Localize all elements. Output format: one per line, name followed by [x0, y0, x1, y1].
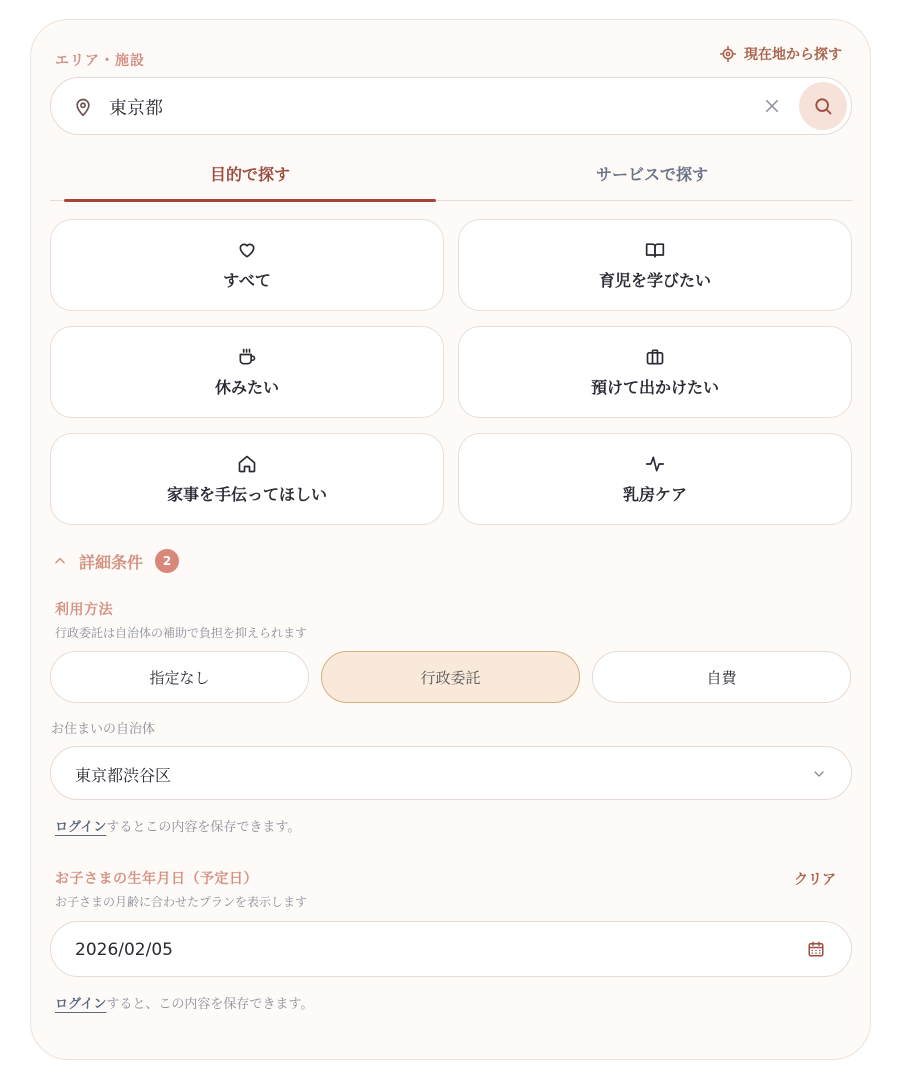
- heart-icon: [237, 240, 257, 260]
- search-button[interactable]: [799, 82, 847, 130]
- purpose-card-all[interactable]: [50, 219, 444, 311]
- home-icon: [237, 454, 257, 474]
- area-search-input[interactable]: [109, 90, 729, 124]
- birth-date-title: お子さまの生年月日（予定日）: [55, 871, 258, 887]
- birth-date-input[interactable]: [75, 933, 755, 967]
- current-location-label: 現在地から探す: [744, 47, 842, 63]
- birth-date-hint: お子さまの月齢に合わせたプランを表示します: [55, 895, 308, 909]
- purpose-card-learn[interactable]: [458, 219, 852, 311]
- close-icon[interactable]: [763, 97, 781, 115]
- coffee-cup-icon: [237, 347, 257, 367]
- book-icon: [645, 240, 665, 260]
- municipality-login-note: [55, 816, 300, 835]
- municipality-select[interactable]: [50, 746, 852, 800]
- search-mode-tabs: [50, 157, 852, 201]
- calendar-icon[interactable]: [807, 940, 825, 958]
- search-panel: [30, 19, 871, 1060]
- purpose-label: 預けて出かけたい: [590, 377, 719, 397]
- birth-login-note: [55, 993, 313, 1012]
- area-label: エリア・施設: [55, 53, 145, 69]
- map-pin-icon: [73, 96, 93, 118]
- locate-icon: [720, 46, 736, 62]
- detail-conditions-label: 詳細条件: [79, 552, 144, 572]
- usage-option-self-pay[interactable]: 自費: [592, 651, 851, 703]
- search-icon: [813, 96, 833, 116]
- tab-purpose[interactable]: 目的で探す: [64, 157, 436, 200]
- chevron-down-icon: [811, 766, 827, 782]
- usage-option-municipal[interactable]: 行政委託: [321, 651, 580, 703]
- usage-option-none[interactable]: 指定なし: [50, 651, 309, 703]
- purpose-label: 家事を手伝ってほしい: [166, 484, 327, 504]
- detail-conditions-toggle[interactable]: [53, 549, 179, 573]
- login-link[interactable]: ログイン: [55, 820, 107, 835]
- login-note-text: するとこの内容を保存できます。: [106, 820, 301, 835]
- clear-button[interactable]: クリア: [794, 872, 836, 888]
- municipality-value: 東京都渋谷区: [75, 766, 172, 785]
- purpose-label: すべて: [223, 270, 271, 290]
- purpose-card-breast-care[interactable]: [458, 433, 852, 525]
- usage-method-title: 利用方法: [55, 602, 113, 618]
- purpose-card-rest[interactable]: [50, 326, 444, 418]
- tab-service[interactable]: サービスで探す: [595, 165, 708, 184]
- purpose-label: 育児を学びたい: [598, 270, 711, 290]
- purpose-label: 乳房ケア: [622, 484, 687, 504]
- usage-method-hint: 行政委託は自治体の補助で負担を抑えられます: [55, 626, 308, 640]
- briefcase-icon: [645, 347, 665, 367]
- purpose-label: 休みたい: [214, 377, 279, 397]
- login-note-text: すると、この内容を保存できます。: [106, 997, 314, 1012]
- purpose-card-go-out[interactable]: [458, 326, 852, 418]
- chevron-up-icon: [53, 554, 67, 568]
- area-search-box: [50, 77, 852, 135]
- purpose-card-housework[interactable]: [50, 433, 444, 525]
- login-link[interactable]: ログイン: [55, 997, 107, 1012]
- detail-count-badge: 2: [155, 549, 179, 573]
- birth-date-field: [50, 921, 852, 977]
- current-location-button[interactable]: [720, 44, 842, 64]
- activity-icon: [645, 454, 665, 474]
- municipality-label: お住まいの自治体: [51, 722, 156, 737]
